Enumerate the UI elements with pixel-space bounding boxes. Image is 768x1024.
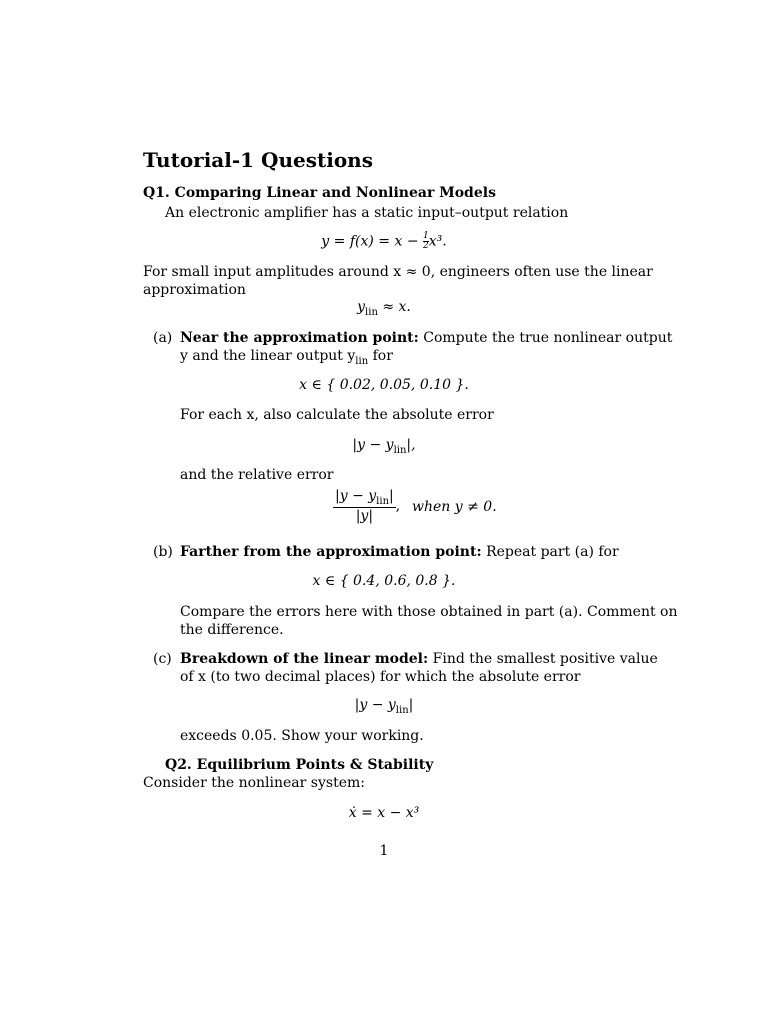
part-c-line1: [180, 650, 658, 668]
part-b-line1: [180, 543, 619, 561]
part-b-text1: Repeat part (a) for: [481, 544, 619, 560]
eq-tail: ≈ x.: [377, 299, 411, 315]
small-amp-line1: For small input amplitudes around x ≈ 0, engineers often use the linear: [143, 264, 653, 280]
abs-err-tail: |,: [406, 437, 416, 453]
part-a-rel-error: [333, 488, 400, 524]
rel-error-denominator: |y|: [355, 507, 374, 524]
part-a-abs-error: [0, 437, 768, 456]
eq-sub-lin: lin: [365, 306, 378, 318]
part-b-bold: Farther from the approximation point:: [180, 544, 482, 560]
part-a-bold: Near the approximation point:: [180, 330, 419, 346]
rel-error-comma: ,: [395, 497, 401, 514]
part-a-label: (a): [153, 330, 173, 346]
small-amp-line2: approximation: [143, 282, 246, 298]
part-c-abs-error: [0, 697, 768, 716]
rel-num-tail: |: [389, 488, 394, 504]
equation-lhs: y = f(x) = x −: [321, 233, 423, 250]
q1-heading: Q1. Comparing Linear and Nonlinear Models: [143, 185, 496, 201]
part-c-text1: Find the smallest positive value: [428, 651, 658, 667]
c-abs-err-tail: |: [408, 697, 414, 713]
abs-err-main: |y − y: [352, 437, 394, 453]
part-c-exceeds: exceeds 0.05. Show your working.: [180, 728, 424, 744]
part-b-set: x ∈ { 0.4, 0.6, 0.8 }.: [312, 573, 456, 589]
part-c-line2: of x (to two decimal places) for which the absolute error: [180, 669, 581, 685]
c-abs-err-sub: lin: [395, 704, 409, 716]
part-a-sub: lin: [355, 355, 369, 367]
rel-num-main: |y − y: [335, 488, 377, 504]
fraction-denominator: 2: [423, 241, 429, 251]
page-title: Tutorial-1 Questions: [143, 148, 373, 172]
linear-approx-equation: [0, 299, 768, 318]
part-a-text1: Compute the true nonlinear output: [418, 330, 673, 346]
q1-intro: An electronic amplifier has a static input–output relation: [165, 205, 569, 221]
part-b-compare1: Compare the errors here with those obtained in part (a). Comment on: [180, 604, 678, 620]
abs-err-sub: lin: [393, 444, 407, 456]
part-a-line2: [180, 347, 393, 371]
fraction-numerator: 1: [423, 231, 429, 241]
rel-error-numerator: [333, 488, 396, 508]
page-number: 1: [379, 843, 389, 859]
part-a-rel-intro: and the relative error: [180, 467, 334, 483]
q2-heading: Q2. Equilibrium Points & Stability: [165, 757, 434, 773]
part-a-rel-condition: when y ≠ 0.: [412, 499, 497, 515]
part-a-set: x ∈ { 0.02, 0.05, 0.10 }.: [299, 377, 469, 393]
part-a-text2a: y and the linear output y: [180, 348, 356, 364]
part-c-label: (c): [153, 651, 172, 667]
part-b-compare2: the difference.: [180, 622, 284, 638]
rel-error-fraction: [333, 488, 396, 524]
q2-equation: ẋ = x − x³: [348, 805, 420, 821]
part-a-line1: [180, 329, 672, 347]
eq-y: y: [357, 299, 366, 315]
part-a-abs-intro: For each x, also calculate the absolute error: [180, 407, 494, 423]
rel-num-sub: lin: [376, 495, 390, 507]
c-abs-err-main: |y − y: [354, 697, 396, 713]
part-c-bold: Breakdown of the linear model:: [180, 651, 429, 667]
equation-tail: x³.: [428, 233, 447, 250]
q2-intro: Consider the nonlinear system:: [143, 775, 365, 791]
q1-main-equation: [0, 232, 768, 251]
part-a-text2b: for: [368, 348, 393, 364]
part-b-label: (b): [153, 544, 173, 560]
